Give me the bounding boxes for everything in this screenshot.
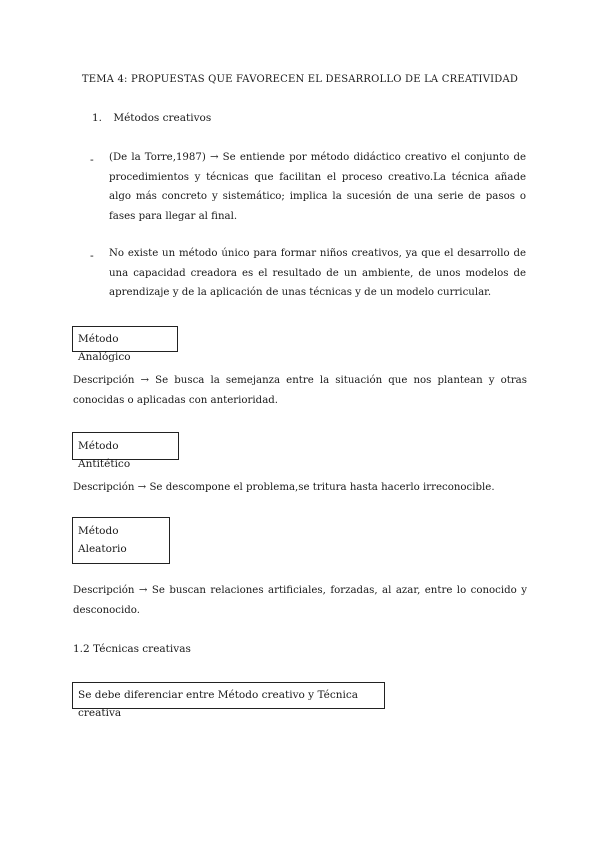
method-box-aleatorio [72,517,170,564]
section-label: Métodos creativos [113,112,212,124]
section-heading-tecnicas: 1.2 Técnicas creativas [73,643,191,655]
method-box-antitetico: Método Antitético [72,432,179,460]
method-description-aleatorio: Descripción → Se buscan relaciones artificiales, forzadas, al azar, entre lo conocido y desconocido. [73,585,527,616]
bullet-marker-1: - [90,153,94,166]
method-name-line1: Método [78,525,119,537]
method-description-analogico: Descripción → Se busca la semejanza entre la situación que nos plantean y otras conocidas o aplicadas con anterioridad. [73,375,527,406]
bullet-paragraph-1: (De la Torre,1987) → Se entiende por método didáctico creativo el conjunto de procedimientos y técnicas que facilitan el proceso creativo.La técnica añade algo más concreto y sistemático; implica la sucesión de una serie de pasos o fases para llegar al final. [109,152,526,222]
note-box: Se debe diferenciar entre Método creativo y Técnica creativa [72,682,385,709]
document-title: TEMA 4: PROPUESTAS QUE FAVORECEN EL DESARROLLO DE LA CREATIVIDAD [81,74,519,85]
bullet-paragraph-2: No existe un método único para formar niños creativos, ya que el desarrollo de una capacidad creadora es el resultado de un ambiente, de unos modelos de aprendizaje y de la aplicación de unas técnicas y de un modelo curricular. [109,248,526,298]
method-box-analogico: Método Analógico [72,326,178,352]
method-description-antitetico: Descripción → Se descompone el problema,se tritura hasta hacerlo irreconocible. [73,482,495,493]
method-name-line2: Aleatorio [78,543,127,555]
section-number: 1. [92,112,103,124]
bullet-marker-2: - [90,249,94,262]
section-heading-metodos [92,112,211,124]
